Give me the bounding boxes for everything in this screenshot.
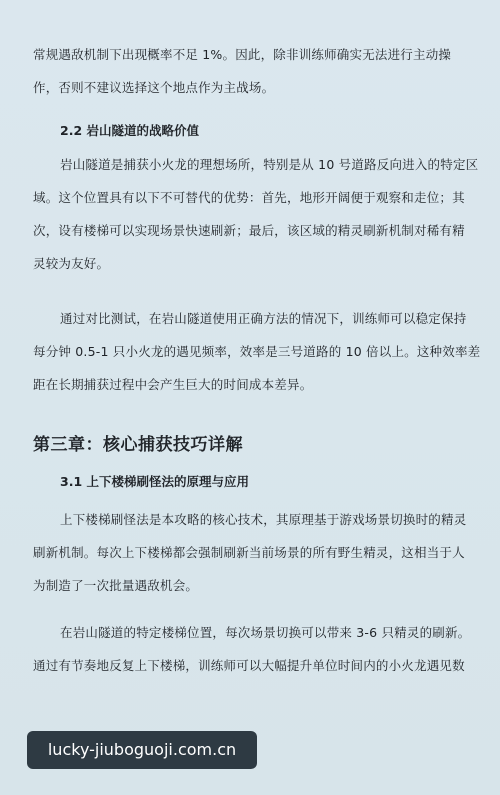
paragraph-2-2-a	[33, 148, 479, 280]
text-line: 距在长期捕获过程中会产生巨大的时间成本差异。	[33, 377, 313, 392]
text-line: 常规遇敌机制下出现概率不足 1%。因此，除非训练师确实无法进行主动操	[33, 47, 452, 62]
text-line: 通过对比测试，在岩山隧道使用正确方法的情况下，训练师可以稳定保持	[60, 311, 467, 326]
paragraph-2-2-b	[33, 302, 481, 401]
text-line: 域。这个位置具有以下不可替代的优势：首先，地形开阔便于观察和走位；其	[33, 190, 465, 205]
text-line: 每分钟 0.5-1 只小火龙的遇见频率，效率是三号道路的 10 倍以上。这种效率差	[33, 344, 481, 359]
section-heading-2-2: 2.2 岩山隧道的战略价值	[60, 123, 199, 138]
paragraph-top	[33, 38, 473, 104]
paragraph-3-1-b	[33, 616, 473, 682]
text-line: 在岩山隧道的特定楼梯位置，每次场景切换可以带来 3-6 只精灵的刷新。	[60, 625, 471, 640]
text-line: 刷新机制。每次上下楼梯都会强制刷新当前场景的所有野生精灵，这相当于人	[33, 545, 465, 560]
paragraph-3-1-a	[33, 503, 473, 602]
text-line: 岩山隧道是捕获小火龙的理想场所，特别是从 10 号道路反向进入的特定区	[60, 157, 479, 172]
watermark-badge: lucky-jiuboguoji.com.cn	[27, 731, 257, 769]
text-line: 上下楼梯刷怪法是本攻略的核心技术，其原理基于游戏场景切换时的精灵	[60, 512, 467, 527]
text-line: 通过有节奏地反复上下楼梯，训练师可以大幅提升单位时间内的小火龙遇见数	[33, 658, 465, 673]
text-line: 作，否则不建议选择这个地点作为主战场。	[33, 80, 275, 95]
section-heading-3-1: 3.1 上下楼梯刷怪法的原理与应用	[60, 474, 249, 489]
text-line: 次，设有楼梯可以实现场景快速刷新；最后，该区域的精灵刷新机制对稀有精	[33, 223, 465, 238]
chapter-3-heading: 第三章：核心捕获技巧详解	[33, 435, 243, 455]
text-line: 为制造了一次批量遇敌机会。	[33, 578, 199, 593]
text-line: 灵较为友好。	[33, 256, 110, 271]
